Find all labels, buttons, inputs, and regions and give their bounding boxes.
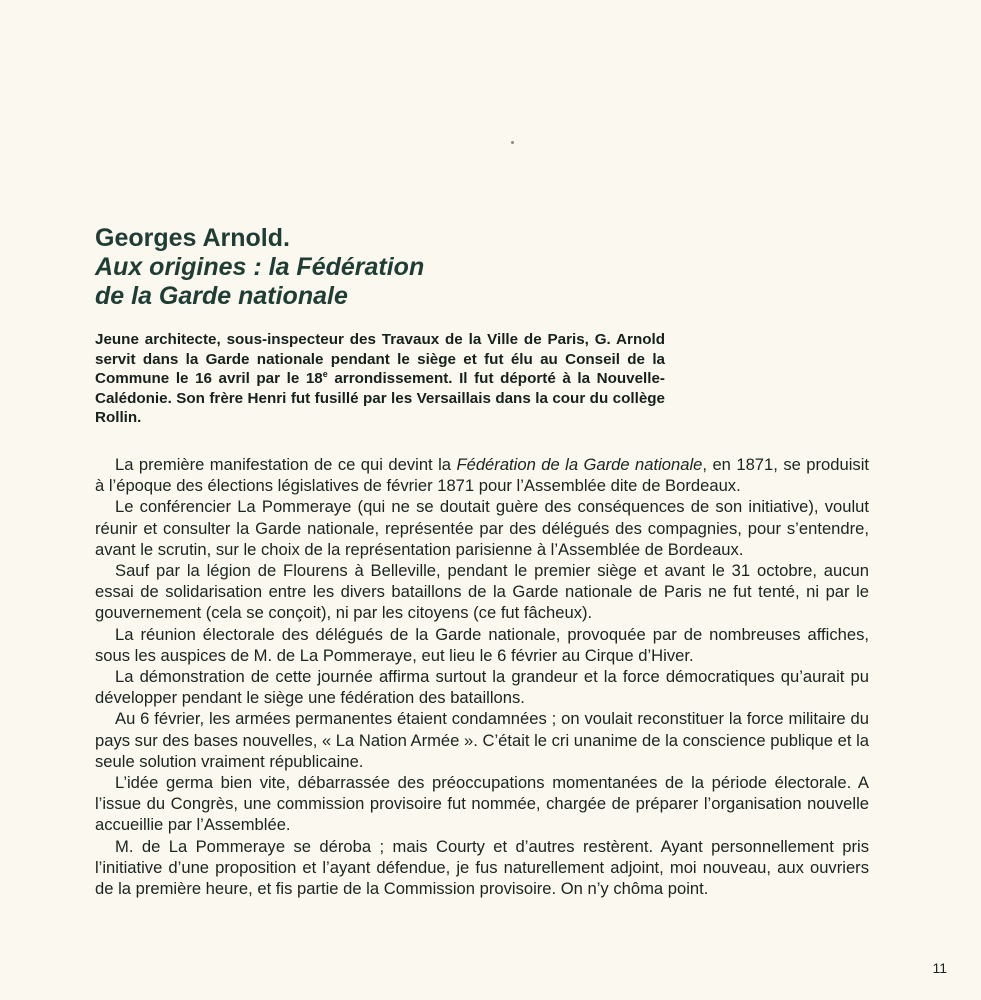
body-paragraph-7: L’idée germa bien vite, débarrassée des préoccupations momentanées de la période électorale. A l’issue du Congrès, une commission provisoire fut nommée, chargée de préparer l’organisation nouvelle accueillie par l’Assemblée. [95, 773, 869, 835]
body-paragraph-6: Au 6 février, les armées permanentes étaient condamnées ; on voulait reconstituer la force militaire du pays sur des bases nouvelles, « La Nation Armée ». C’était le cri unanime de la conscience publique et la seule solution vraiment républicaine. [95, 709, 869, 771]
p1-before: La première manifestation de ce qui devint la [115, 455, 457, 474]
body-paragraph-2: Le conférencier La Pommeraye (qui ne se doutait guère des conséquences de son initiative), voulut réunir et consulter la Garde nationale, représentée par des délégués des compagnies, pour s’entendre, avant le scrutin, sur le choix de la représentation parisienne à l’Assemblée de Bordeaux. [95, 497, 869, 559]
title-author: Georges Arnold. [95, 224, 290, 252]
article-body [95, 454, 869, 899]
paper-speck [511, 141, 514, 144]
body-paragraph-3: Sauf par la légion de Flourens à Belleville, pendant le premier siège et avant le 31 octobre, aucun essai de solidarisation entre les divers bataillons de la Garde nationale de Paris ne fut tenté, ni par le gouvernement (cela se conçoit), ni par les citoyens (ce fut fâcheux). [95, 561, 869, 623]
body-paragraph-8: M. de La Pommeraye se déroba ; mais Courty et d’autres restèrent. Ayant personnellement pris l’initiative d’une proposition et l’ayant défendue, je fus naturellement adjoint, moi nouveau, aux ouvriers de la première heure, et fis partie de la Commission provisoire. On n’y chôma point. [95, 836, 869, 899]
body-paragraph-1 [95, 454, 869, 496]
body-paragraph-5: La démonstration de cette journée affirma surtout la grandeur et la force démocratiques qu’aurait pu développer pendant le siège une fédération des bataillons. [95, 667, 869, 708]
page-number: 11 [932, 960, 947, 976]
article-title [95, 224, 795, 311]
intro-superscript: e [322, 369, 328, 380]
p1-after: , en 1871, se produisit à l’époque des élections législatives de février 1871 pour l’Assemblée dite de Bordeaux. [95, 455, 869, 496]
p1-italic: Fédération de la Garde nationale [456, 455, 703, 474]
intro-text-part1: Jeune architecte, sous-inspecteur des Travaux de la Ville de Paris, G. Arnold servit dans la Garde nationale pendant le siège et fut élu au Conseil de la Commune le 16 avril par le 18 [95, 331, 665, 388]
biographical-intro [95, 330, 665, 428]
title-subtitle-line1: Aux origines : la Fédération [95, 253, 425, 281]
body-paragraph-4: La réunion électorale des délégués de la Garde nationale, provoquée par de nombreuses affiches, sous les auspices de M. de La Pommeraye, eut lieu le 6 février au Cirque d’Hiver. [95, 624, 869, 665]
intro-text-part2: arrondissement. Il fut déporté à la Nouvelle-Calédonie. Son frère Henri fut fusillé par les Versaillais dans la cour du collège Rollin. [95, 370, 665, 427]
title-subtitle-line2: de la Garde nationale [95, 282, 348, 310]
